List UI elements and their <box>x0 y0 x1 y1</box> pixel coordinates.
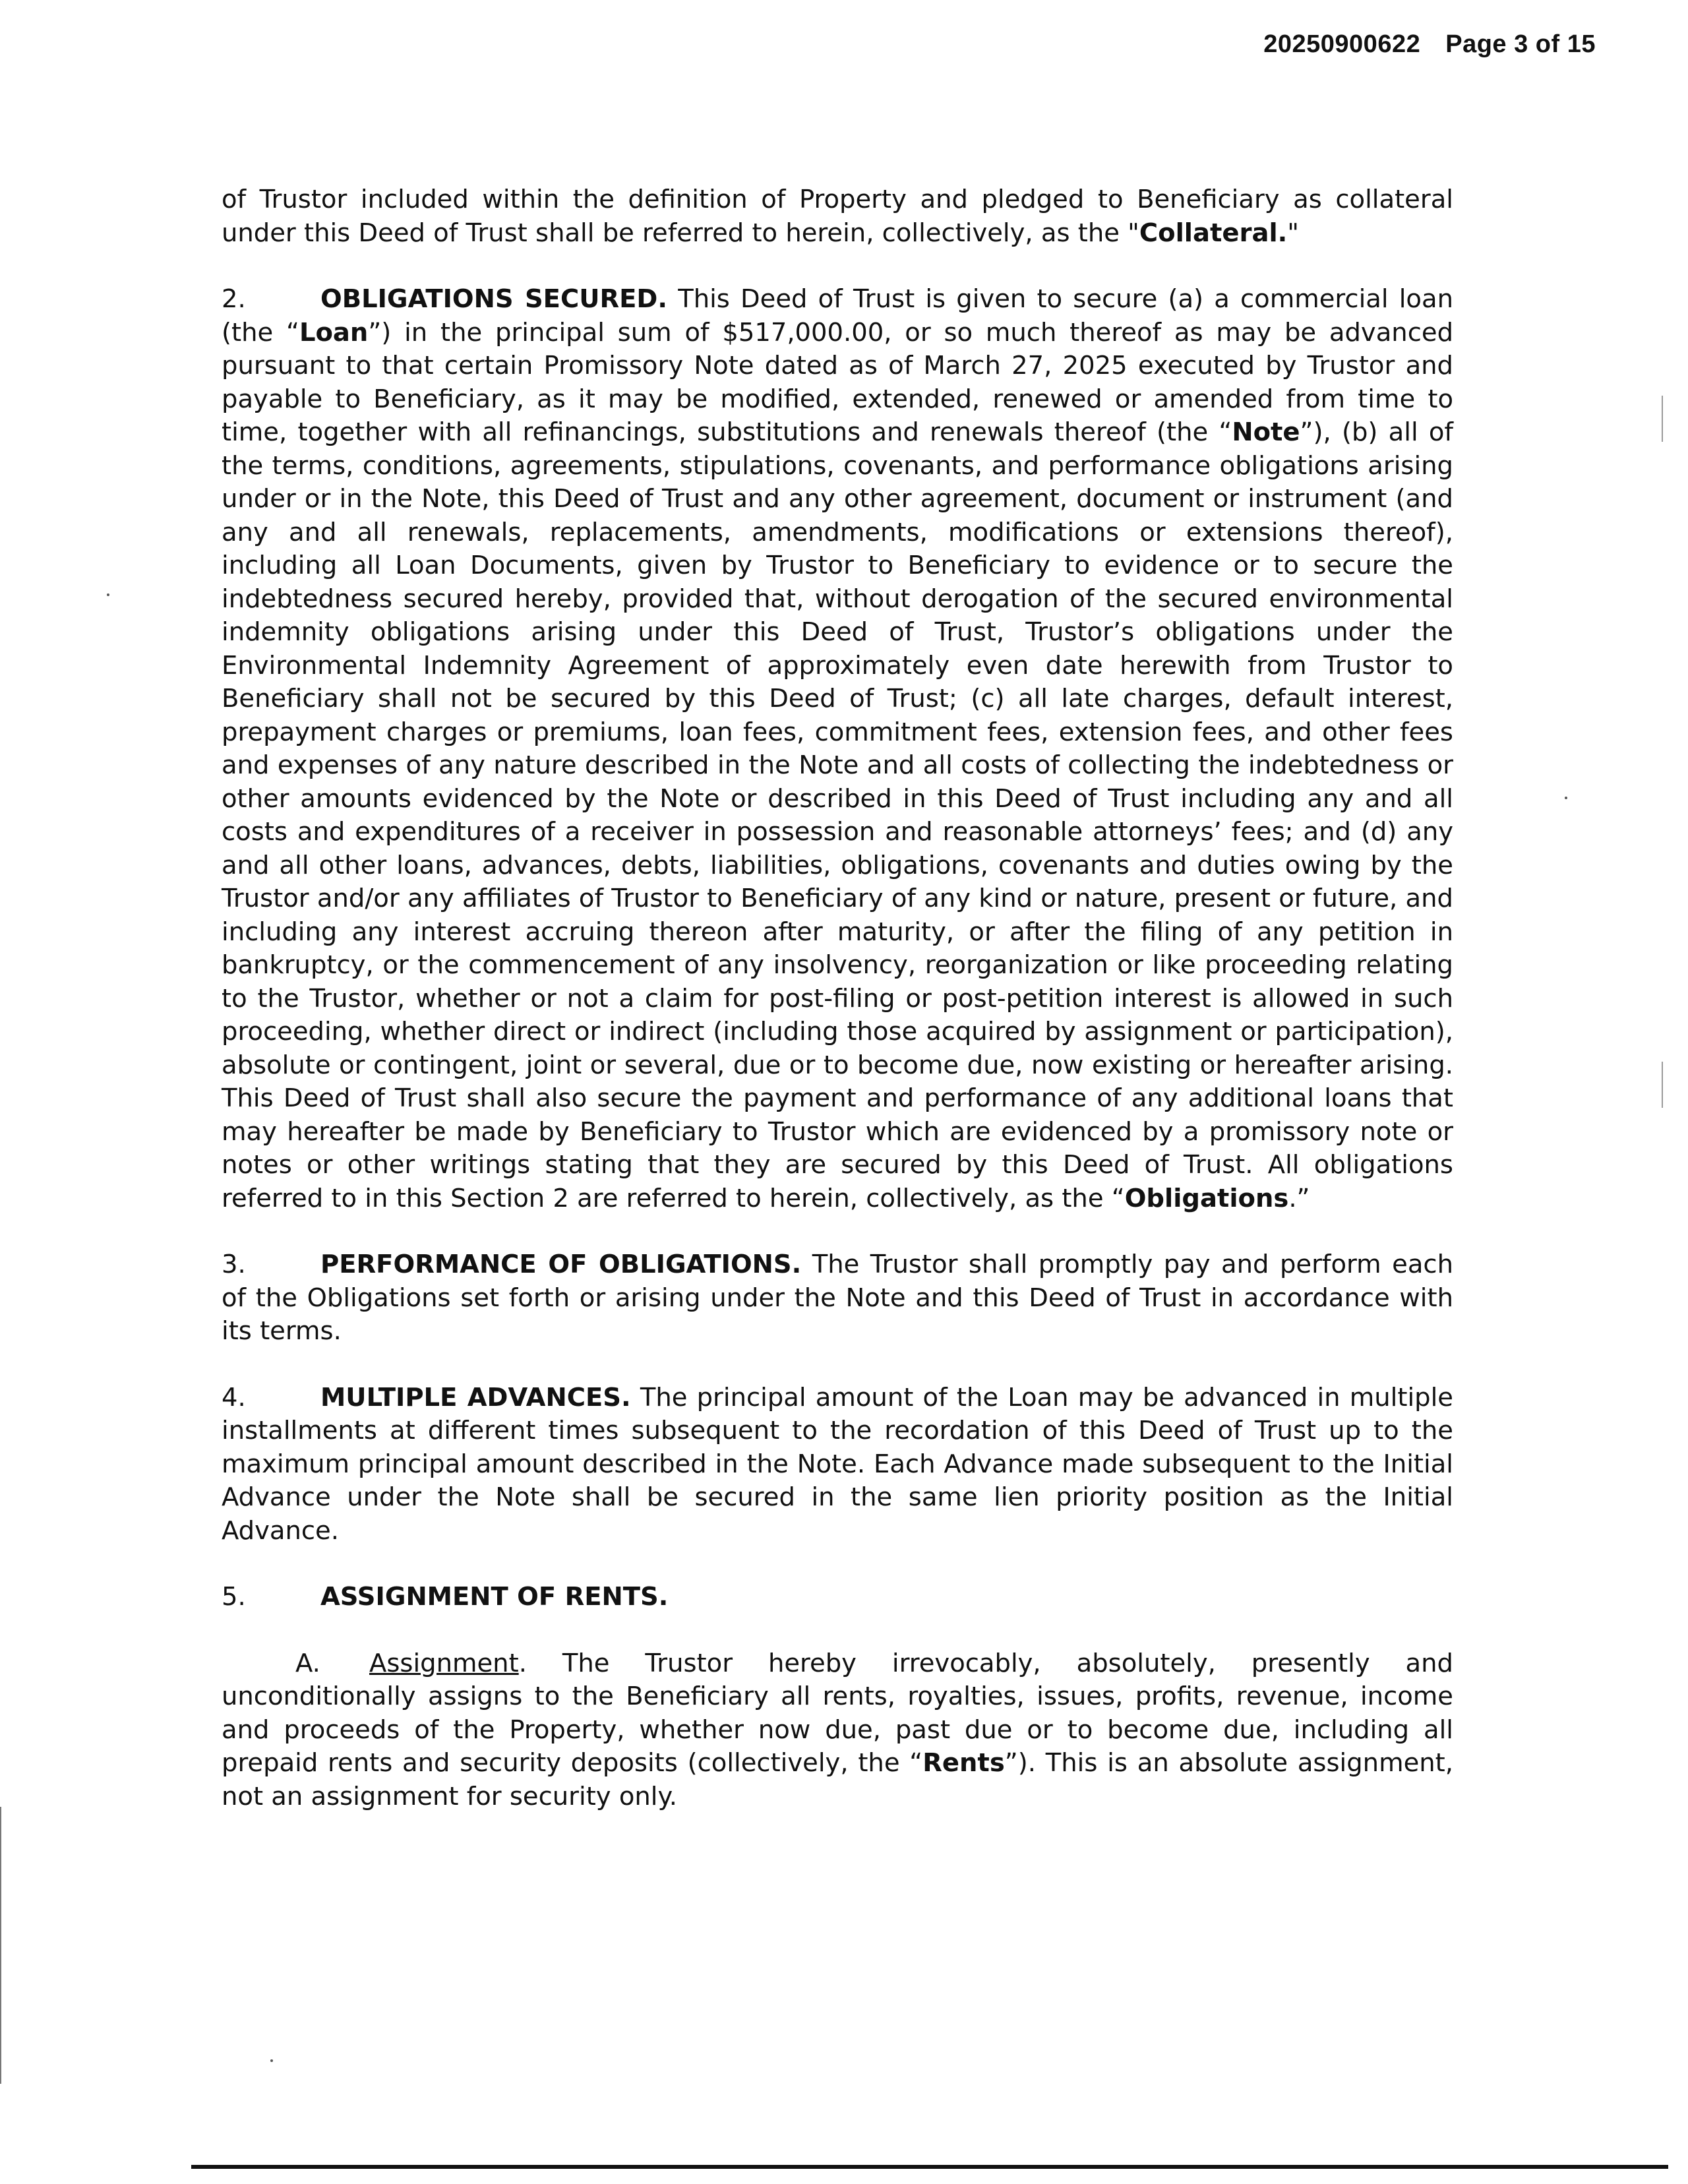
scan-speck <box>107 593 109 596</box>
section-4-heading: MULTIPLE ADVANCES. <box>320 1382 631 1412</box>
defined-term-rents: Rents <box>922 1748 1005 1778</box>
section-5a-number: A. <box>295 1648 320 1678</box>
page-header <box>1263 30 1596 59</box>
section-3-text: The Trustor shall promptly pay and perform each of the Obligations set forth or arising under the Note and this Deed of Trust in accordance with its terms. <box>222 1250 1453 1346</box>
intro-paragraph <box>222 183 1453 250</box>
scan-margin-mark <box>1662 396 1663 442</box>
section-2-text: ”) in the principal sum of $517,000.00, or so much thereof as may be advanced pursuant to that certain Promissory Note dated as of March 27, 2025 executed by Trustor and payable to Beneficiary, as it may be modified, extended, renewed or amended from time to time, together with all refinancings, substitutions and renewals thereof (the “ <box>222 317 1454 447</box>
defined-term-obligations: Obligations <box>1124 1183 1289 1213</box>
section-2-text: ”), (b) all of the terms, conditions, agreements, stipulations, covenants, and performance obligations arising under or in the Note, this Deed of Trust and any other agreement, document or instrument (and any and all renewals, replacements, amendments, modifications or extensions thereof), including all Loan Documents, given by Trustor to Beneficiary to evidence or to secure the indebtedness secured hereby, provided that, without derogation of the secured environmental indemnity obligations arising under this Deed of Trust, Trustor’s obligations under the Environmental Indemnity Agreement of approximately even date herewith from Trustor to Beneficiary shall not be secured by this Deed of Trust; (c) all late charges, default interest, prepayment charges or premiums, loan fees, commitment fees, extension fees, and other fees and expenses of any nature described in the Note and all costs of collecting the indebtedness or other amounts evidenced by the Note or described in this Deed of Trust including any and all costs and expenditures of a receiver in possession and reasonable attorneys’ fees; and (d) any and all other loans, advances, debts, liabilities, obligations, covenants and duties owing by the Trustor and/or any affiliates of Trustor to Beneficiary of any kind or nature, present or future, and including any interest accruing thereon after maturity, or after the filing of any petition in bankruptcy, or the commencement of any insolvency, reorganization or like proceeding relating to the Trustor, whether or not a claim for post-filing or post-petition interest is allowed in such proceeding, whether direct or indirect (including those acquired by assignment or participation), absolute or contingent, joint or several, due or to become due, now existing or hereafter arising. This Deed of Trust shall also secure the payment and performance of any additional loans that may hereafter be made by Beneficiary to Trustor which are evidenced by a promissory note or notes or other writings stating that they are secured by this Deed of Trust. All obligations referred to in this Section 2 are referred to herein, collectively, as the “ <box>222 417 1453 1213</box>
scan-margin-mark <box>1662 1062 1663 1108</box>
section-2-heading: OBLIGATIONS SECURED. <box>320 284 668 314</box>
page-number: Page 3 of 15 <box>1445 30 1596 58</box>
section-2-text: This Deed of Trust is given to secure (a) a commercial loan (the “ <box>222 284 1453 348</box>
section-4-text: The principal amount of the Loan may be advanced in multiple installments at different times subsequent to the recordation of this Deed of Trust up to the maximum principal amount described in the Note. Each Advance made subsequent to the Initial Advance under the Note shall be secured in the same lien priority position as the Initial Advance. <box>222 1382 1453 1546</box>
section-2-number: 2. <box>222 284 246 314</box>
section-5a-text-end: ”). This is an absolute assignment, not an assignment for security only. <box>222 1748 1453 1811</box>
section-5-number: 5. <box>222 1582 246 1612</box>
section-3-heading: PERFORMANCE OF OBLIGATIONS. <box>320 1250 802 1279</box>
scan-speck <box>270 2059 273 2062</box>
defined-term-loan: Loan <box>299 317 369 348</box>
section-3-paragraph <box>222 1248 1453 1349</box>
section-2-paragraph <box>222 283 1453 1215</box>
defined-term-note: Note <box>1232 417 1300 447</box>
section-2-text-end: .” <box>1288 1183 1310 1213</box>
section-5-heading-line <box>222 1581 1453 1614</box>
section-4-paragraph <box>222 1381 1453 1548</box>
section-4-number: 4. <box>222 1382 246 1412</box>
intro-text-end: " <box>1287 218 1299 248</box>
section-3-number: 3. <box>222 1250 246 1279</box>
intro-text: of Trustor included within the definition of Property and pledged to Beneficiary as collateral under this Deed of Trust shall be referred to herein, collectively, as the " <box>222 185 1453 248</box>
scan-speck <box>1565 797 1567 799</box>
defined-term-collateral: Collateral. <box>1139 218 1288 248</box>
scan-margin-mark <box>0 1807 1 2084</box>
document-body <box>222 183 1453 1813</box>
section-5-heading: ASSIGNMENT OF RENTS. <box>320 1582 669 1612</box>
section-5a-text: . The Trustor hereby irrevocably, absolutely, presently and unconditionally assigns to the Beneficiary all rents, royalties, issues, profits, revenue, income and proceeds of the Property, whether now due, past due or to become due, including all prepaid rents and security deposits (collectively, the “ <box>222 1648 1453 1778</box>
footer-rule <box>191 2165 1668 2169</box>
document-number: 20250900622 <box>1263 30 1421 58</box>
section-5a-paragraph <box>222 1647 1453 1814</box>
section-5a-title: Assignment <box>369 1648 519 1678</box>
